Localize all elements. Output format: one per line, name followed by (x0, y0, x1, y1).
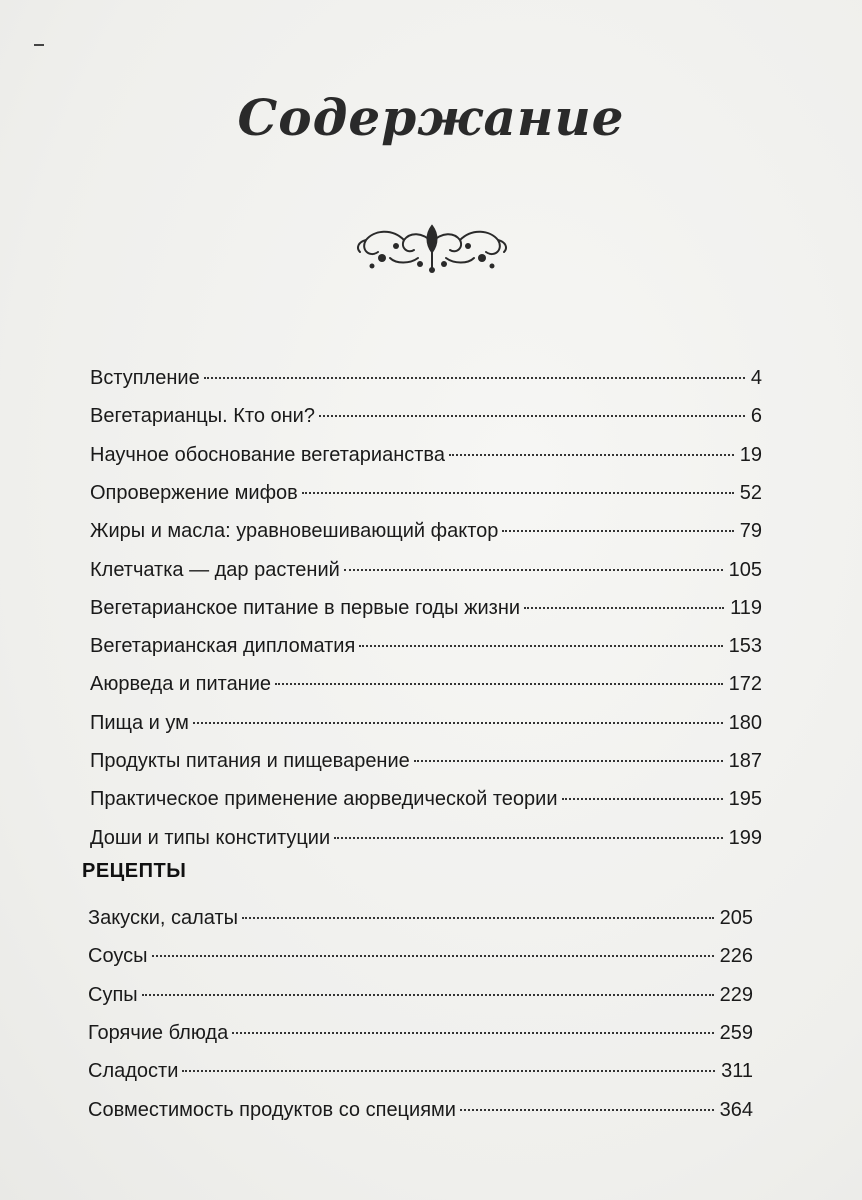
toc-entry (88, 983, 753, 1007)
floral-ornament-icon (352, 218, 512, 274)
dot-leader (359, 645, 722, 647)
dot-leader (562, 798, 723, 800)
toc-entry-title: Соусы (88, 945, 148, 968)
toc-entry (90, 481, 762, 505)
toc-entry (88, 1098, 753, 1122)
dot-leader (204, 377, 745, 379)
toc-page-number: 199 (728, 826, 762, 849)
toc-entry-title: Пища и ум (90, 711, 189, 734)
toc-entry (90, 443, 762, 467)
toc-entry (90, 558, 762, 582)
toc-entry (90, 672, 762, 696)
dot-leader (344, 569, 723, 571)
dot-leader (142, 994, 714, 996)
toc-entry-title: Супы (88, 983, 138, 1006)
toc-entry-title: Вегетарианское питание в первые годы жизни (90, 596, 521, 619)
dot-leader (275, 683, 723, 685)
toc-entry (90, 787, 762, 811)
toc-entry (90, 404, 762, 428)
toc-page-number: 180 (728, 711, 762, 734)
toc-entry-title: Горячие блюда (88, 1021, 229, 1044)
toc-entry (88, 944, 753, 968)
toc-page-number: 153 (728, 635, 762, 658)
toc-page-number: 226 (719, 945, 753, 968)
toc-page-number: 172 (728, 673, 762, 696)
toc-entry (90, 749, 762, 773)
dot-leader (524, 607, 724, 609)
toc-page-number: 119 (730, 596, 762, 619)
dot-leader (334, 837, 722, 839)
toc-page-number: 205 (719, 907, 753, 929)
toc-entry (90, 634, 762, 658)
toc-entry (90, 711, 762, 735)
dot-leader (152, 955, 714, 957)
toc-page-number: 6 (750, 405, 762, 428)
toc-entry-title: Вегетарианцы. Кто они? (90, 405, 315, 428)
toc-page-number: 79 (739, 520, 762, 543)
toc-page-number: 187 (728, 750, 762, 772)
toc-entry-title: Продукты питания и пищеварение (90, 750, 410, 772)
toc-page-number: 364 (719, 1098, 753, 1121)
toc-entry-title: Совместимость продуктов со специями (88, 1098, 456, 1121)
toc-page-number: 52 (739, 481, 762, 504)
page-title: Содержание (237, 88, 625, 147)
toc-page-number: 311 (721, 1060, 753, 1083)
dot-leader (502, 530, 733, 532)
toc-page-number: 229 (719, 983, 753, 1006)
toc-entry (90, 519, 762, 543)
toc-entry-title: Жиры и масла: уравновешивающий фактор (90, 520, 499, 543)
dot-leader (449, 454, 734, 456)
toc-entry (90, 366, 762, 390)
dot-leader (242, 917, 714, 919)
dot-leader (193, 722, 723, 724)
toc-entry (88, 1059, 753, 1083)
toc-entry (90, 826, 762, 850)
toc-entry-title: Сладости (88, 1060, 179, 1083)
toc-entry (90, 596, 762, 620)
recipes-heading: РЕЦЕПТЫ (82, 860, 187, 882)
toc-page-number: 259 (719, 1021, 753, 1044)
dot-leader (302, 492, 734, 494)
toc-page-number: 19 (739, 443, 762, 466)
dot-leader (460, 1109, 714, 1111)
dot-leader (319, 415, 745, 417)
toc-entry (88, 906, 753, 930)
toc-entry (88, 1021, 753, 1045)
toc-entry-title: Клетчатка — дар растений (90, 558, 340, 581)
toc-entry-title: Аюрведа и питание (90, 673, 272, 696)
dot-leader (232, 1032, 713, 1034)
toc-entry-title: Доши и типы конституции (90, 826, 331, 849)
dot-leader (414, 760, 723, 762)
toc-entry-title: Опровержение мифов (90, 481, 298, 504)
scan-mark (34, 44, 44, 46)
toc-page-number: 4 (750, 367, 762, 389)
toc-page-number: 195 (728, 788, 762, 811)
dot-leader (182, 1070, 715, 1072)
toc-entry-title: Закуски, салаты (88, 907, 238, 929)
toc-entry-title: Научное обоснование вегетарианства (90, 443, 445, 466)
toc-entry-title: Вегетарианская дипломатия (90, 635, 356, 658)
toc-entry-title: Вступление (90, 367, 200, 389)
toc-page-number: 105 (728, 558, 762, 581)
toc-entry-title: Практическое применение аюрведической теории (90, 788, 558, 811)
